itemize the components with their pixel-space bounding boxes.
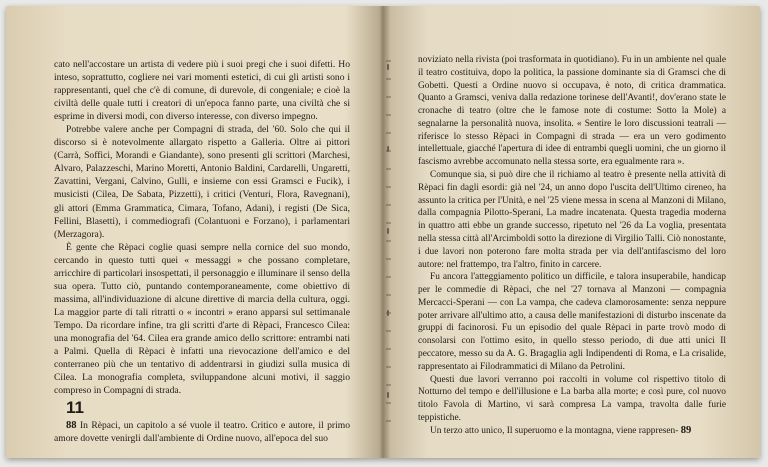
paragraph: noviziato nella rivista (poi trasformata in quotidiano). Fu in un ambiente nel quale il teatro costituiva, dopo la politica, la passione dominante sia di Gramsci che di Gobetti. Questi a Ordine nuovo si occupava, è noto, di critica drammatica. Quanto a Gramsci, veniva dalla redazione torinese dell'Avanti!, dov'erano state le cronache di teatro (oltre che le famose note di costume: Sotto la Mole) a segnalarne la personalità nuova, insolita. « Sentire le loro discussioni teatrali — riferisce lo stesso Rèpaci in Compagni di strada — era un vero godimento intellettuale, giacché l'apertura di idee di entrambi quegli uomini, che un giorno il fascismo avrebbe accomunato nella stessa sorte, era egualmente rara ». xyxy=(418,55,726,168)
paragraph xyxy=(418,425,726,438)
paragraph: Comunque sia, si può dire che il richiamo al teatro è presente nella attività di Rèpaci fin dagli esordi: già nel '24, un anno dopo l'uscita dell'Ultimo cireneo, ha assunto la critica per l'Unità, e nel '25 viene messa in scena al Manzoni di Milano, dalla compagnia Pilotto-Sperani, La madre incatenata. Questa tragedia moderna in quattro atti ebbe un grande successo, ripetuto nel '26 da La voglia, presentata nella stessa città all'Arcimboldi sotto la direzione di Virgilio Talli. Ciò nonostante, i due lavori non poterono fare molta strada per via dell'antifascismo del loro autore: nel frattempo, tra l'altro, finito in carcere. xyxy=(418,170,726,270)
paragraph: Potrebbe valere anche per Compagni di strada, del '60. Solo che qui il discorso si è notevolmente allargato rispetto a Galleria. Oltre ai pittori (Carrà, Soffici, Morandi e Giandante), sono presenti gli scrittori (Marchesi, Alvaro, Palazzeschi, Marino Moretti, Antonio Baldini, Cardarelli, Ungaretti, Zavattini, Vergani, Calvino, Gulli, e insieme con essi Gramsci e Fucik), i musicisti (Cilea, De Sabata, Pizzetti), i critici (Venturi, Flora, Ravegnani), gli attori (Emma Grammatica, Cimara, Tofano, Adani), i registi (De Sica, Fellini, Blasetti), i commediografi (Colantuoni e Forzano), i parlamentari (Merzagora). xyxy=(54,124,350,240)
paragraph-text: In Rèpaci, un capitolo a sé vuole il teatro. Critico e autore, il primo amore dovette venirgli dall'ambiente di Ordine nuovo, all'epoca del suo xyxy=(54,420,350,445)
paragraph xyxy=(54,419,350,445)
open-book xyxy=(6,6,760,458)
paragraph: Questi due lavori verranno poi raccolti in volume col rispettivo titolo di Notturno del tempo e dell'illusione e La barba alla morte; e così pure, col nuovo titolo Favola di Martino, vi sarà compresa La vampa, travolta dalle furie teppistiche. xyxy=(418,374,726,423)
left-page-text xyxy=(54,58,350,445)
page-number: 88 xyxy=(66,420,77,432)
paragraph-text: Un terzo atto unico, Il superuomo e la montagna, viene rappresen- xyxy=(430,425,679,436)
paragraph: È gente che Rèpaci coglie quasi sempre nella cornice del suo mondo, cercando in questo tutti quei « messaggi » che possano completare, arricchire di particolari insospettati, il personaggio e illuminare il senso della sua opera. Tutto ciò, puntando contemporaneamente, come obiettivo di massima, all'individuazione di alcune direttive di marcia della cultura, oggi. La maggior parte di tali ritratti o « incontri » erano apparsi sul settimanale Tempo. Da ricordare infine, tra gli scritti d'arte di Rèpaci, Francesco Cilea: una monografia del '64. Cilea era grande amico dello scrittore: entrambi nati a Palmi. Quella di Rèpaci è infatti una rievocazione dell'amico e del conterraneo più che un tentativo di addentrarsi in giudizi sulla musica di Cilea. La monografia completa, sviluppandone alcuni motivi, il saggio compreso in Compagni di strada. xyxy=(54,241,350,397)
chapter-number: 11 xyxy=(66,398,84,418)
paragraph: Fu ancora l'atteggiamento politico un difficile, e talora insuperabile, handicap per le commedie di Rèpaci, che nel '27 tornava al Manzoni — compagnia Mercacci-Sperani — con La vampa, che cadeva clamorosamente: senza neppure poter arrivare all'ultimo atto, a causa delle manifestazioni di disturbo inscenate da gruppi di facinorosi. Fu un episodio del quale Rèpaci in parte trovò modo di consolarsi con l'ottimo esito, in quello stesso periodo, di due atti unici Il peccatore, messo su da A. G. Bragaglia agli Indipendenti di Roma, e La crisalide, rappresentato ai Filodrammatici di Milano da Petrolini. xyxy=(418,272,726,372)
left-page xyxy=(6,6,382,458)
right-page xyxy=(384,6,760,458)
page-number: 89 xyxy=(680,424,692,436)
paragraph: cato nell'accostare un artista di vedere più i suoi pregi che i suoi difetti. Ho inteso, soprattutto, cogliere nei vari momenti estetici, di cui gli artisti sono i rappresentanti, quel che c'è di comune, di durevole, di congeniale; e cioè la civiltà delle quale tutti i creatori di un'epoca fanno parte, una civiltà che si esprime in diversi modi, con diverso interesse, con diverso impegno. xyxy=(54,59,350,123)
right-page-text xyxy=(418,54,726,437)
